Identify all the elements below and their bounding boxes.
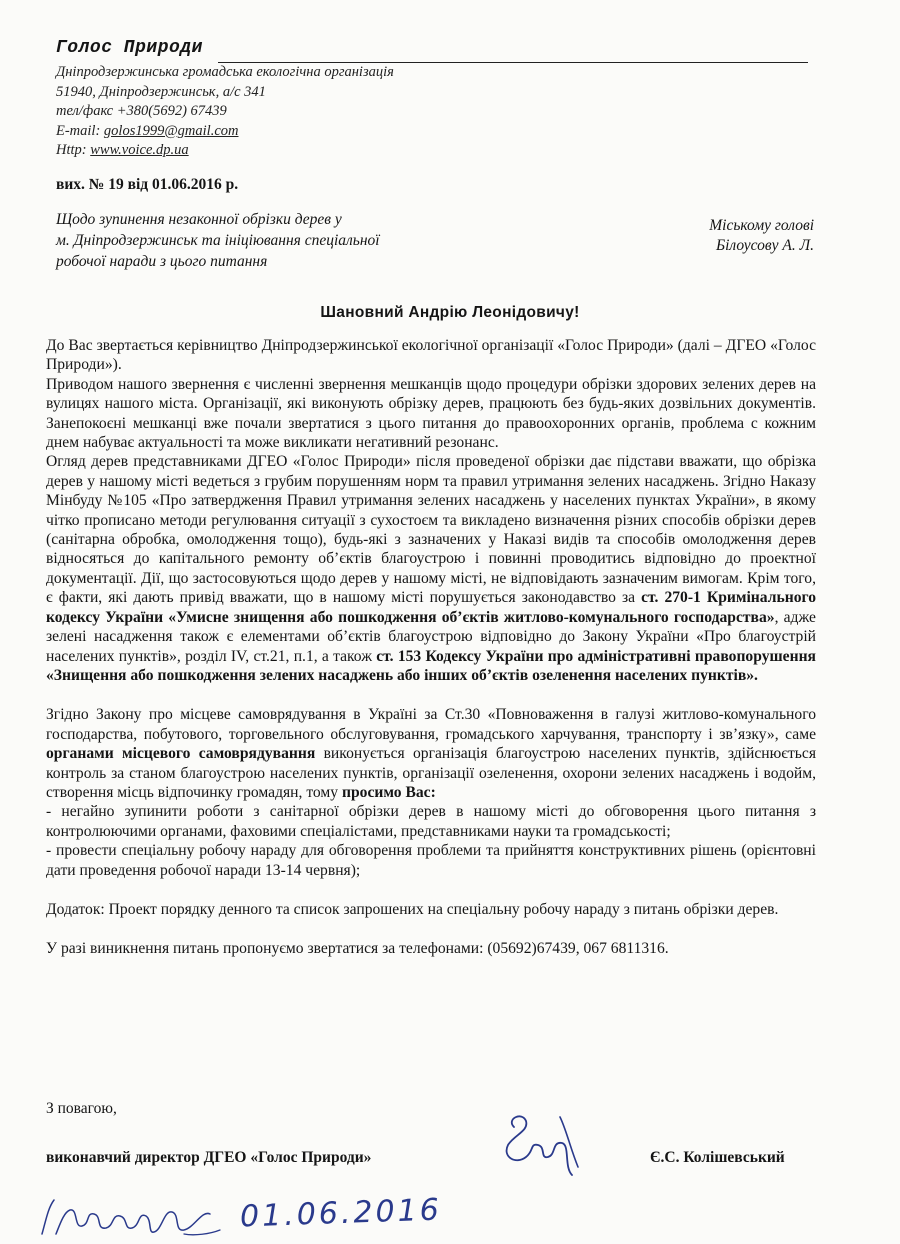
letter-body (46, 336, 816, 959)
attachment-note: Додаток: Проект порядку денного та список запрошених на спеціальну робочу нараду з питань обрізки дерев. (46, 900, 779, 918)
body-paragraph: До Вас звертається керівництво Дніпродзержинської екологічної організації «Голос Природи» (далі – ДГЕО «Голос Природи»). (46, 337, 816, 374)
letter-subject (56, 209, 476, 272)
addressee-position: Міському голові (709, 217, 814, 234)
body-bold-reference: ст. 153 Кодексу України про адміністративні правопорушення «Знищення або пошкодження зелених насаджень або інших об’єктів озеленення населених пунктів». (46, 647, 816, 684)
body-text: Згідно Закону про місцеве самоврядування в Україні за Ст.30 «Повноваження в галузі житлово-комунального господарства, побутового, торговельного обслуговування, громадського харчування, транспорту і зв’язку», саме (46, 706, 816, 743)
letterhead-org-full: Дніпродзержинська громадська екологічна організація (56, 64, 394, 80)
body-bold-text: просимо Вас: (342, 783, 436, 801)
subject-line: м. Дніпродзержинськ та ініціювання спеціальної (56, 232, 380, 249)
handwritten-date: 01.06.2016 (239, 1192, 443, 1235)
outgoing-number: вих. № 19 від 01.06.2016 р. (56, 176, 239, 193)
subject-line: Щодо зупинення незаконної обрізки дерев у (56, 211, 342, 228)
body-paragraph (46, 705, 816, 802)
letterhead-postal: 51940, Дніпродзержинськ, а/с 341 (56, 83, 266, 100)
web-label: Http: (56, 142, 91, 158)
letterhead-email-row (56, 122, 394, 142)
body-text: виконується організація благоустрою населених пунктів, здійснюється контроль за станом благоустрою населених пунктів, організації озеленення, охорони зелених насаджень і водойм, створення місць відпочинку громадян, тому (46, 745, 816, 801)
addressee-name: Білоусову А. Л. (715, 237, 814, 254)
body-paragraph (46, 452, 816, 685)
letterhead-details (56, 63, 394, 161)
signer-name: Є.С. Колішевський (650, 1149, 785, 1166)
web-link[interactable]: www.voice.dp.ua (90, 142, 189, 158)
contact-note: У разі виникнення питань пропонуємо звертатися за телефонами: (05692)67439, 067 6811316. (46, 940, 669, 958)
body-text: , адже зелені насадження також є елементами об’єктів благоустрою відповідно до Закону України «Про благоустрій населених пунктів», розділ IV, ст.21, п.1, а також (46, 608, 816, 665)
letterhead-phone: тел/факс +380(5692) 67439 (56, 103, 227, 119)
salutation: Шановний Андрію Леонідовичу! (320, 304, 580, 321)
addressee (600, 216, 814, 256)
signer-position: виконавчий директор ДГЕО «Голос Природи» (46, 1149, 372, 1166)
letterhead-web-row (56, 141, 394, 161)
request-item: - провести спеціальну робочу нараду для обговорення проблеми та прийняття конструктивних рішень (орієнтовні дати проведення робочої наради 13-14 червня); (46, 842, 816, 879)
signature-mark (486, 1105, 596, 1185)
letterhead-org-name: Голос Природи (56, 38, 203, 58)
body-paragraph: Приводом нашого звернення є численні звернення мешканців щодо процедури обрізки здорових зелених дерев на вулицях нашого міста. Організації, які виконують обрізку дерев, працюють без будь-яких дозвільних документів. Занепокоєні мешканці вже почали звертатися з цього питання до правоохоронних органів, проблема с кожним днем набуває актуальності та може викликати негативний резонанс. (46, 375, 816, 452)
body-bold-reference: ст. 270-1 Кримінального кодексу України «Умисне знищення або пошкодження об’єктів житлово-комунального господарства» (46, 589, 816, 626)
email-label: E-mail: (56, 122, 104, 139)
body-text: Огляд дерев представниками ДГЕО «Голос Природи» після проведеної обрізки дає підстави вважати, що обрізка дерев у нашому місті ведеться з грубим порушенням норм та правил утримання зелених насаджень. Згідно Наказу Мінбуду №105 «Про затвердження Правил утримання зелених насаджень у населених пунктах України», в якому чітко прописано методи регулювання ситуації з сухостоєм та викладено визначення різних способів обрізки дерев (санітарна обробка, омолодження тощо), будь-які з зазначених у Наказі видів та способів омолодження дерев відносяться до капітального ремонту об’єктів благоустрою і повинні проводитись відповідно до проектної документації. Дії, що застосовуються щодо дерев у нашому місті, не відповідають зазначеним вимогам. Крім того, є факти, які дають привід вважати, що в нашому місті порушується законодавство за (46, 453, 816, 607)
email-link[interactable]: golos1999@gmail.com (103, 122, 239, 139)
closing-regards: З повагою, (46, 1100, 117, 1117)
request-item: - негайно зупинити роботи з санітарної обрізки дерев в нашому місті до обговорення цього питання з контролюючими органами, фаховими спеціалістами, представниками науки та громадськості; (46, 803, 816, 840)
subject-line: робочої наради з цього питання (56, 253, 268, 270)
body-bold-text: органами місцевого самоврядування (46, 745, 316, 763)
